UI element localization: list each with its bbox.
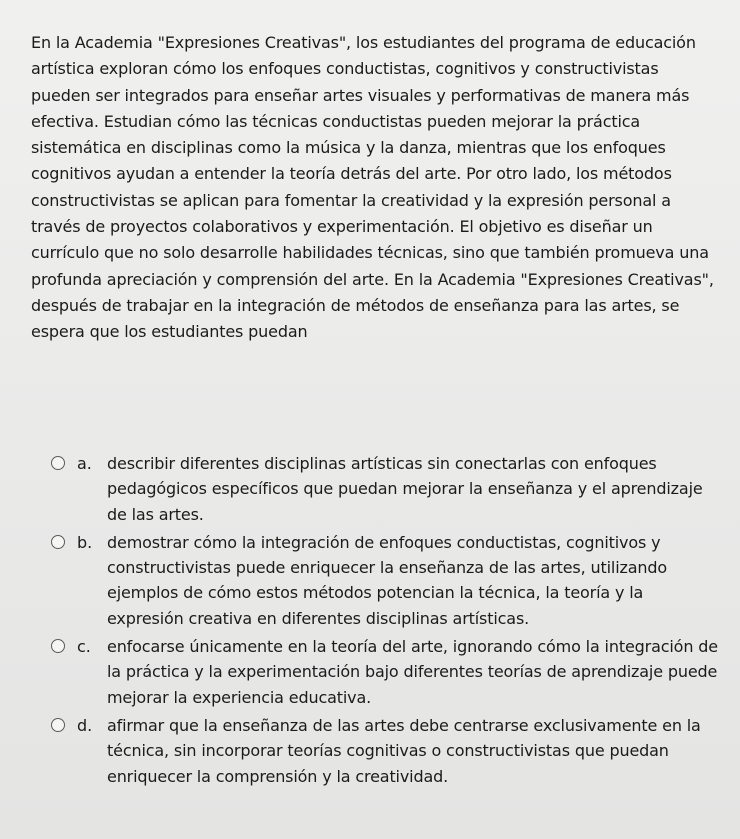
option-letter: c. (77, 637, 91, 657)
answer-options (51, 451, 723, 792)
question-stem: En la Academia "Expresiones Creativas", los estudiantes del programa de educación artística exploran cómo los enfoques conductistas, cognitivos y constructivistas pueden ser integrados para enseñar artes visuales y performativas de manera más efectiva. Estudian cómo las técnicas conductistas pueden mejorar la práctica sistemática en disciplinas como la música y la danza, mientras que los enfoques cognitivos ayudan a entender la teoría detrás del arte. Por otro lado, los métodos constructivistas se aplican para fomentar la creatividad y la expresión personal a través de proyectos colaborativos y experimentación. El objetivo es diseñar un currículo que no solo desarrolle habilidades técnicas, sino que también promueva una profunda apreciación y comprensión del arte. En la Academia "Expresiones Creativas", después de trabajar en la integración de métodos de enseñanza para las artes, se espera que los estudiantes puedan (31, 33, 714, 342)
option-letter: a. (77, 454, 92, 473)
radio-button-a[interactable] (51, 456, 65, 470)
option-c[interactable] (51, 634, 723, 710)
option-text: demostrar cómo la integración de enfoques conductistas, cognitivos y constructivistas puede enriquecer la enseñanza de las artes, utilizando ejemplos de cómo estos métodos potencian la técnica, la teoría y la expresión creativa en diferentes disciplinas artísticas. (107, 532, 668, 628)
option-text: describir diferentes disciplinas artísticas sin conectarlas con enfoques pedagógicos específicos que puedan mejorar la enseñanza y el aprendizaje de las artes. (107, 454, 703, 524)
radio-button-c[interactable] (51, 639, 65, 653)
option-a[interactable] (51, 451, 723, 527)
radio-button-b[interactable] (51, 535, 65, 549)
option-d[interactable] (51, 713, 723, 789)
option-b[interactable] (51, 530, 723, 631)
option-text: enfocarse únicamente en la teoría del arte, ignorando cómo la integración de la práctica y la experimentación bajo diferentes teorías de aprendizaje puede mejorar la experiencia educativa. (107, 637, 718, 707)
radio-button-d[interactable] (51, 718, 65, 732)
option-letter: d. (77, 715, 93, 735)
option-text: afirmar que la enseñanza de las artes debe centrarse exclusivamente en la técnica, sin incorporar teorías cognitivas o constructivistas que puedan enriquecer la comprensión y la creatividad. (107, 715, 701, 786)
option-letter: b. (77, 532, 93, 552)
